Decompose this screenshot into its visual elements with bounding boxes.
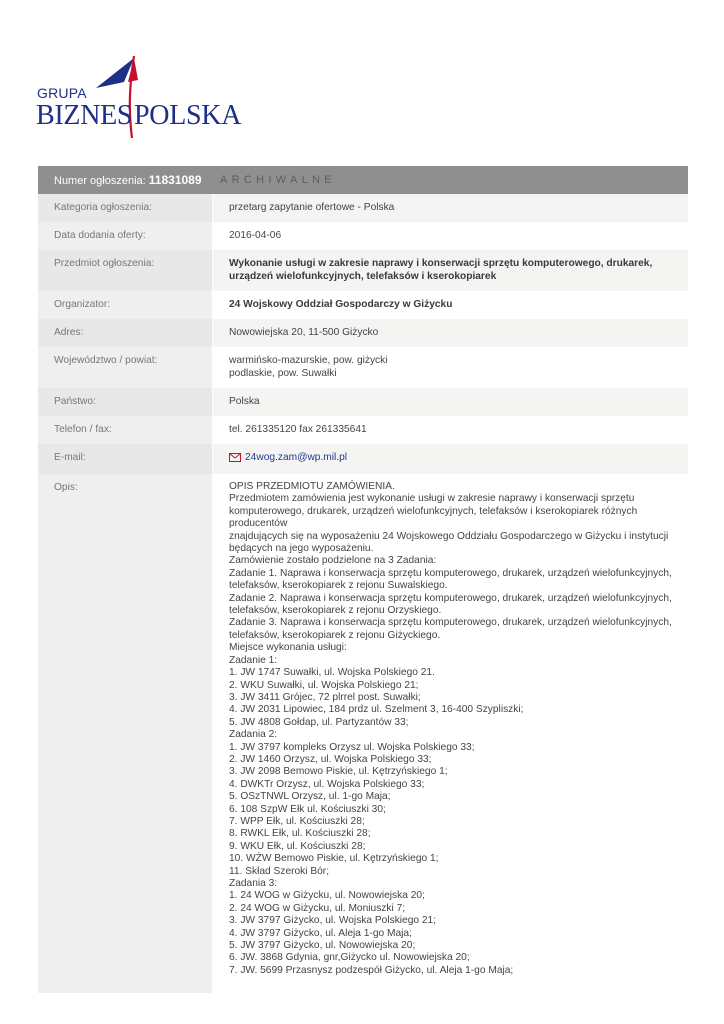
description-line: telefaksów, kserokopiarek z rejonu Orzyskiego. xyxy=(229,605,442,617)
description-line: 1. JW 3797 kompleks Orzysz ul. Wojska Polskiego 33; xyxy=(229,741,475,753)
row-value: Wykonanie usługi w zakresie naprawy i konserwacji sprzętu komputerowego, drukarek, urządzeń wielofunkcyjnych, telefaksów i kserokopiarek xyxy=(229,258,653,282)
row-label: Państwo: xyxy=(38,388,213,416)
description-line: 3. JW 2098 Bemowo Piskie, ul. Kętrzyńskiego 1; xyxy=(229,766,448,778)
row-label: Kategoria ogłoszenia: xyxy=(38,194,213,222)
row-label: Przedmiot ogłoszenia: xyxy=(38,250,213,291)
envelope-icon xyxy=(229,453,241,462)
description-line: Przedmiotem zamówienia jest wykonanie usługi w zakresie naprawy i konserwacji sprzętu xyxy=(229,493,635,505)
row-value: Polska xyxy=(213,388,688,416)
description-line: 5. OSzTNWL Orzysz, ul. 1-go Maja; xyxy=(229,791,391,803)
description-line: 9. WKU Ełk, ul. Kościuszki 28; xyxy=(229,840,366,852)
description-line: Zadania 3: xyxy=(229,878,278,889)
grupa-biznes-polska-logo xyxy=(34,52,242,144)
description-line: 10. WŻW Bemowo Piskie, ul. Kętrzyńskiego 1; xyxy=(229,853,439,865)
description-line: 6. 108 SzpW Ełk ul. Kościuszki 30; xyxy=(229,803,386,815)
email-address: 24wog.zam@wp.mil.pl xyxy=(245,452,348,463)
description-line: telefaksów, kserokopiarek z rejonu Giżyckiego. xyxy=(229,629,441,641)
description-line: 4. JW 3797 Giżycko, ul. Aleja 1-go Maja; xyxy=(229,927,412,939)
description-line: 4. JW 2031 Lipowiec, 184 prdz ul. Szelment 3, 16-400 Szypliszki; xyxy=(229,704,524,716)
row-description xyxy=(38,474,688,993)
description-line: 6. JW. 3868 Gdynia, gnr,Giżycko ul. Nowowiejska 20; xyxy=(229,952,470,964)
row-organizer xyxy=(38,291,688,319)
description-body xyxy=(213,474,688,993)
description-line: 7. JW. 5699 Przasnysz podzespół Giżycko, ul. Aleja 1-go Maja; xyxy=(229,964,514,976)
row-value: tel. 261335120 fax 261335641 xyxy=(229,424,367,435)
logo-biznes-text: BIZNES xyxy=(36,100,133,131)
row-subject xyxy=(38,250,688,291)
description-line: 1. JW 1747 Suwałki, ul. Wojska Polskiego 21. xyxy=(229,667,435,679)
description-line: komputerowego, drukarek, urządzeń wielofunkcyjnych, telefaksów i kserokopiarek różnych producentów xyxy=(229,505,638,530)
description-line: 5. JW 3797 Giżycko, ul. Nowowiejska 20; xyxy=(229,940,416,952)
description-line: znajdujących się na wyposażeniu 24 Wojskowego Oddziału Gospodarczego w Giżycku i instytucji xyxy=(229,530,669,542)
region-line: warmińsko-mazurskie, pow. giżycki xyxy=(229,355,388,366)
logo-polska-text: POLSKA xyxy=(134,100,242,131)
listing-number xyxy=(38,173,220,187)
description-line: będących na jego wyposażeniu. xyxy=(229,543,374,555)
row-value: przetarg zapytanie ofertowe - Polska xyxy=(213,194,688,222)
row-region xyxy=(38,347,688,388)
row-category xyxy=(38,194,688,222)
description-line: Zadanie 2. Naprawa i konserwacja sprzętu komputerowego, drukarek, urządzeń wielofunkcyjnych, xyxy=(229,592,672,604)
row-value: 24 Wojskowy Oddział Gospodarczy w Giżycku xyxy=(229,299,453,310)
description-line: Zadania 2: xyxy=(229,729,278,741)
listing-header xyxy=(38,166,688,194)
listing-table xyxy=(38,166,688,993)
description-line: 7. WPP Ełk, ul. Kościuszki 28; xyxy=(229,815,365,827)
logo-grupa-text: GRUPA xyxy=(37,85,87,101)
description-line: 11. Skład Szeroki Bór; xyxy=(229,865,330,877)
description-line: Miejsce wykonania usługi: xyxy=(229,642,347,654)
row-label: Opis: xyxy=(38,474,213,993)
description-line: 2. JW 1460 Orzysz, ul. Wojska Polskiego 33; xyxy=(229,753,432,765)
row-label: Organizator: xyxy=(38,291,213,319)
description-line: 2. WKU Suwałki, ul. Wojska Polskiego 21; xyxy=(229,679,419,691)
description-line: OPIS PRZEDMIOTU ZAMÓWIENIA. xyxy=(229,481,395,492)
description-line: telefaksów, kserokopiarek z rejonu Suwalskiego. xyxy=(229,580,448,592)
description-line: 3. JW 3411 Grójec, 72 plrrel post. Suwałki; xyxy=(229,691,421,703)
description-line: Zadanie 1: xyxy=(229,654,278,666)
email-link[interactable] xyxy=(229,451,347,464)
description-line: Zadanie 3. Naprawa i konserwacja sprzętu komputerowego, drukarek, urządzeń wielofunkcyjnych, xyxy=(229,617,672,629)
row-phone xyxy=(38,416,688,444)
listing-number-value: 11831089 xyxy=(148,173,202,187)
region-line: podlaskie, pow. Suwałki xyxy=(229,368,337,379)
description-line: 1. 24 WOG w Giżycku, ul. Nowowiejska 20; xyxy=(229,890,425,902)
description-line: 4. DWKTr Orzysz, ul. Wojska Polskiego 33; xyxy=(229,778,425,790)
row-label: Adres: xyxy=(38,319,213,347)
row-address xyxy=(38,319,688,347)
description-line: Zadanie 1. Naprawa i konserwacja sprzętu komputerowego, drukarek, urządzeń wielofunkcyjnych, xyxy=(229,567,672,579)
description-line: Zamówienie zostało podzielone na 3 Zadania: xyxy=(229,555,437,567)
row-label: Data dodania oferty: xyxy=(38,222,213,250)
row-label: Telefon / fax: xyxy=(38,416,213,444)
archive-status: ARCHIWALNE xyxy=(220,174,336,186)
row-email xyxy=(38,444,688,474)
description-line: 5. JW 4808 Gołdap, ul. Partyzantów 33; xyxy=(229,716,409,728)
row-value: 2016-04-06 xyxy=(229,230,282,241)
description-line: 2. 24 WOG w Giżycku, ul. Moniuszki 7; xyxy=(229,902,406,914)
row-value: Nowowiejska 20, 11-500 Giżycko xyxy=(213,319,688,347)
description-line: 8. RWKL Ełk, ul. Kościuszki 28; xyxy=(229,828,371,840)
row-country xyxy=(38,388,688,416)
row-label: E-mail: xyxy=(38,444,213,474)
listing-number-label: Numer ogłoszenia: xyxy=(54,175,146,187)
row-date xyxy=(38,222,688,250)
row-label: Województwo / powiat: xyxy=(38,347,213,388)
description-line: 3. JW 3797 Giżycko, ul. Wojska Polskiego 21; xyxy=(229,915,437,927)
